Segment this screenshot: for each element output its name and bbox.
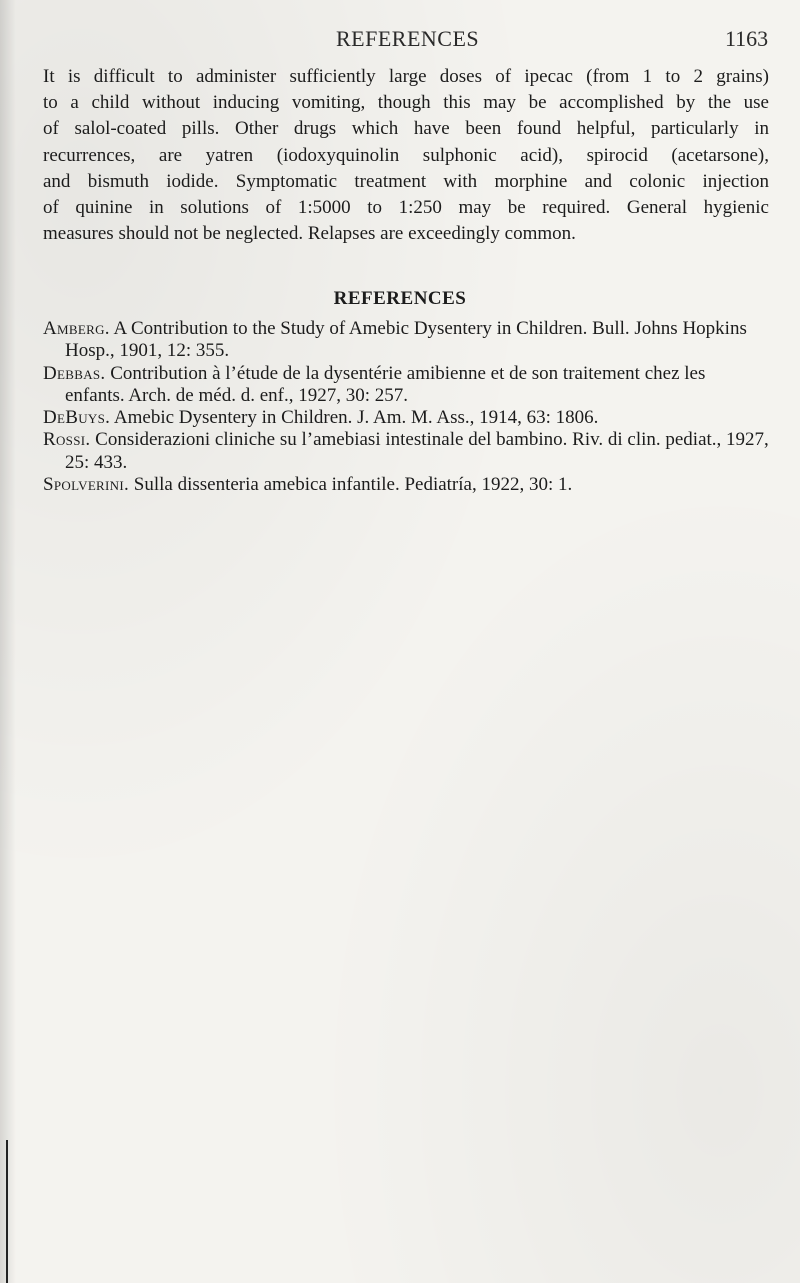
body-paragraph: [43, 64, 769, 247]
body-line: measures should not be neglected. Relapses are exceedingly common.: [43, 223, 576, 245]
body-line: to a child without inducing vomiting, though this may be accomplished by the use: [43, 92, 769, 114]
reference-author: Debbas.: [43, 362, 106, 384]
references-heading: REFERENCES: [333, 288, 467, 309]
reference-citation: Considerazioni cliniche su l’amebiasi intestinale del bambino. Riv. di clin. pediat., 1927, 25: 433.: [65, 429, 769, 473]
reference-citation: Sulla dissenteria amebica infantile. Pediatría, 1922, 30: 1.: [133, 474, 573, 496]
page-number: 1163: [725, 26, 769, 51]
running-header: [0, 20, 800, 60]
reference-citation: Contribution à l’étude de la dysentérie amibienne et de son traitement chez les enfants. Arch. de méd. d. enf., 1927, 30: 257.: [65, 362, 706, 406]
body-line: of quinine in solutions of 1:5000 to 1:250 may be required. General hygienic: [43, 197, 769, 219]
reference-citation: A Contribution to the Study of Amebic Dysentery in Children. Bull. Johns Hopkins Hosp., 1901, 12: 355.: [65, 318, 747, 362]
body-line: of salol-coated pills. Other drugs which have been found helpful, particularly in: [43, 118, 769, 140]
reference-author: Rossi.: [43, 429, 91, 451]
reference-entry: [43, 474, 769, 496]
body-line: It is difficult to administer sufficiently large doses of ipecac (from 1 to 2 grains): [43, 66, 769, 87]
reference-author: Spolverini.: [43, 474, 130, 496]
body-line: and bismuth iodide. Symptomatic treatment with morphine and colonic injection: [43, 170, 769, 192]
reference-entry: [43, 363, 769, 408]
body-line: recurrences, are yatren (iodoxyquinolin sulphonic acid), spirocid (acetarsone),: [43, 144, 769, 166]
reference-citation: Amebic Dysentery in Children. J. Am. M. Ass., 1914, 63: 1806.: [113, 407, 599, 429]
page-binding-shadow: [0, 0, 16, 1283]
running-header-title: REFERENCES: [336, 26, 480, 51]
reference-entry: [43, 318, 769, 363]
reference-entry: [43, 407, 769, 429]
reference-list: [43, 318, 769, 496]
reference-entry: [43, 429, 769, 474]
reference-author: DeBuys.: [43, 407, 111, 429]
reference-author: Amberg.: [43, 318, 110, 339]
binding-edge-mark: [6, 1140, 8, 1283]
